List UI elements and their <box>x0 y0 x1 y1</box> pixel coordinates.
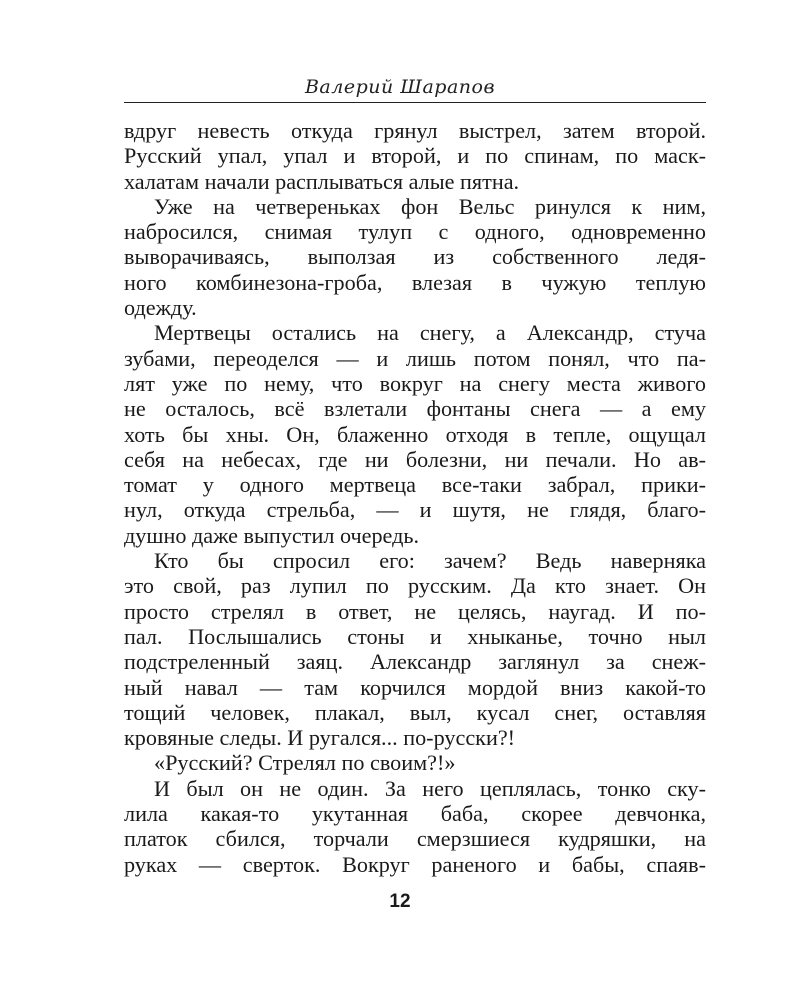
text-line: ный навал — там корчился мордой вниз какой-то <box>124 674 706 700</box>
text-line: просто стрелял в ответ, не целясь, наугад. И по- <box>124 598 706 624</box>
text-line: руках — сверток. Вокруг раненого и бабы, спаяв- <box>124 851 706 877</box>
text-line: одежду. <box>124 295 197 321</box>
text-line: пал. Послышались стоны и хныканье, точно ныл <box>124 623 706 649</box>
text-line: зубами, переоделся — и лишь потом понял, что па- <box>124 345 706 371</box>
page-number: 12 <box>389 891 411 912</box>
text-line: Мертвецы остались на снегу, а Александр, стуча <box>154 320 706 346</box>
text-line: душно даже выпустил очередь. <box>124 522 420 548</box>
running-header-author: Валерий Шарапов <box>304 76 496 98</box>
text-line: это свой, раз лупил по русским. Да кто знает. Он <box>124 573 706 599</box>
text-line: «Русский? Стрелял по своим?!» <box>154 750 456 776</box>
text-line: Уже на четвереньках фон Вельс ринулся к ним, <box>154 193 706 219</box>
header-divider <box>124 102 706 103</box>
text-line: платок сбился, торчали смерзшиеся кудряшки, на <box>124 826 706 852</box>
text-line: ного комбинезона-гроба, влезая в чужую теплую <box>124 269 706 295</box>
page-body-text <box>124 118 706 877</box>
text-line: Кто бы спросил его: зачем? Ведь наверняка <box>154 548 706 574</box>
text-line: халатам начали расплываться алые пятна. <box>124 168 520 194</box>
text-line: набросился, снимая тулуп с одного, одновременно <box>124 219 706 245</box>
text-line: лят уже по нему, что вокруг на снегу места живого <box>124 370 706 396</box>
text-line: Русский упал, упал и второй, и по спинам, по маск- <box>124 143 706 169</box>
text-line: лила какая-то укутанная баба, скорее девчонка, <box>124 801 706 827</box>
text-line: кровяные следы. И ругался... по-русски?! <box>124 725 516 751</box>
text-line: тощий человек, плакал, выл, кусал снег, оставляя <box>124 699 706 725</box>
text-line: нул, откуда стрельба, — и шутя, не глядя, благо- <box>124 497 706 523</box>
text-line: себя на небесах, где ни болезни, ни печали. Но ав- <box>124 446 706 472</box>
text-line: выворачиваясь, выползая из собственного ледя- <box>124 244 706 270</box>
text-line: не осталось, всё взлетали фонтаны снега — а ему <box>124 396 706 422</box>
text-line: хоть бы хны. Он, блаженно отходя в тепле, ощущал <box>124 421 706 447</box>
text-line: вдруг невесть откуда грянул выстрел, затем второй. <box>124 118 706 143</box>
text-line: томат у одного мертвеца все-таки забрал, прики- <box>124 472 706 498</box>
text-line: И был он не один. За него цеплялась, тонко ску- <box>154 775 706 801</box>
text-line: подстреленный заяц. Александр заглянул за снеж- <box>124 649 706 675</box>
